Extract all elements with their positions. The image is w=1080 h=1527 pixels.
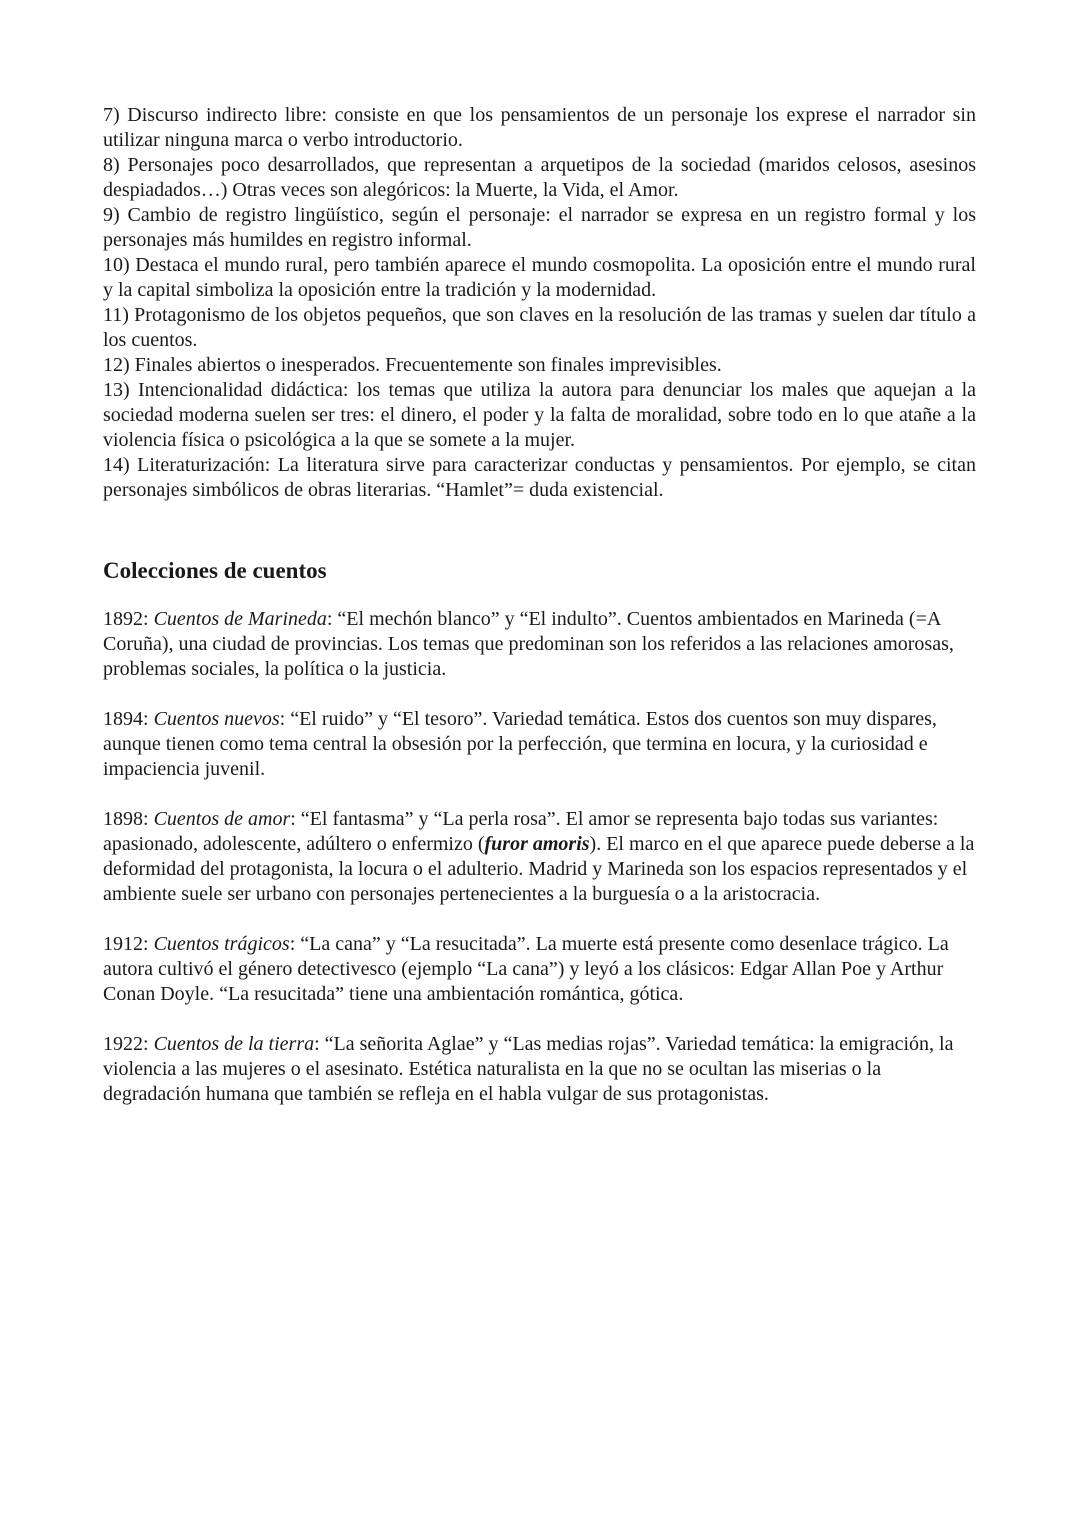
feature-item: 8) Personajes poco desarrollados, que representan a arquetipos de la sociedad (maridos celosos, asesinos despiadados…) Otras veces son alegóricos: la Muerte, la Vida, el Amor. bbox=[103, 154, 976, 201]
document-page bbox=[103, 103, 976, 1132]
features-list bbox=[103, 103, 976, 503]
collections-list bbox=[103, 607, 976, 1107]
collection-text-after: ). El marco en el que aparece puede deberse a la deformidad del protagonista, la locura o el adulterio. Madrid y Marineda son los espacios representados y el ambiente suele ser urbano con personajes pertenecientes a la burguesía o a la aristocracia. bbox=[103, 833, 975, 905]
collection-year: 1894: bbox=[103, 708, 154, 730]
collection-text: : “El ruido” y “El tesoro”. Variedad temática. Estos dos cuentos son muy dispares, aunque tienen como tema central la obsesión por la perfección, que termina en locura, y la curiosidad e impaciencia juvenil. bbox=[103, 708, 937, 780]
collection-text: : “La señorita Aglae” y “Las medias rojas”. Variedad temática: la emigración, la violencia a las mujeres o el asesinato. Estética naturalista en la que no se ocultan las miserias o la degradación humana que también se refleja en el habla vulgar de sus protagonistas. bbox=[103, 1033, 954, 1105]
feature-item: 7) Discurso indirecto libre: consiste en que los pensamientos de un personaje los exprese el narrador sin utilizar ninguna marca o verbo introductorio. bbox=[103, 104, 976, 151]
collection-entry bbox=[103, 1032, 976, 1107]
collection-year: 1898: bbox=[103, 808, 154, 830]
collection-title: Cuentos trágicos bbox=[153, 933, 290, 955]
section-title: Colecciones de cuentos bbox=[103, 558, 327, 583]
feature-item: 10) Destaca el mundo rural, pero también aparece el mundo cosmopolita. La oposición entre el mundo rural y la capital simboliza la oposición entre la tradición y la modernidad. bbox=[103, 254, 976, 301]
collection-text: : “El fantasma” y “La perla rosa”. El amor se representa bajo todas sus variantes: apasionado, adolescente, adúltero o enfermizo ( bbox=[103, 808, 939, 855]
feature-item: 9) Cambio de registro lingüístico, según el personaje: el narrador se expresa en un registro formal y los personajes más humildes en registro informal. bbox=[103, 204, 976, 251]
collection-title: Cuentos de amor bbox=[153, 808, 291, 830]
collection-title: Cuentos de Marineda bbox=[153, 608, 327, 630]
collection-title: Cuentos de la tierra bbox=[153, 1033, 315, 1055]
feature-item: 13) Intencionalidad didáctica: los temas que utiliza la autora para denunciar los males que aquejan a la sociedad moderna suelen ser tres: el dinero, el poder y la falta de moralidad, sobre todo en lo que atañe a la violencia física o psicológica a la que se somete a la mujer. bbox=[103, 379, 976, 451]
feature-item: 11) Protagonismo de los objetos pequeños, que son claves en la resolución de las tramas y suelen dar título a los cuentos. bbox=[103, 304, 976, 351]
collection-entry bbox=[103, 932, 976, 1007]
collection-title: Cuentos nuevos bbox=[153, 708, 280, 730]
collection-text: : “El mechón blanco” y “El indulto”. Cuentos ambientados en Marineda (=A Coruña), una ciudad de provincias. Los temas que predominan son los referidos a las relaciones amorosas, problemas sociales, la política o la justicia. bbox=[103, 608, 954, 680]
collection-year: 1912: bbox=[103, 933, 154, 955]
collection-text: : “La cana” y “La resucitada”. La muerte está presente como desenlace trágico. La autora cultivó el género detectivesco (ejemplo “La cana”) y leyó a los clásicos: Edgar Allan Poe y Arthur Conan Doyle. “La resucitada” tiene una ambientación romántica, gótica. bbox=[103, 933, 949, 1005]
feature-item: 14) Literaturización: La literatura sirve para caracterizar conductas y pensamientos. Por ejemplo, se citan personajes simbólicos de obras literarias. “Hamlet”= duda existencial. bbox=[103, 454, 976, 501]
collection-entry bbox=[103, 707, 976, 782]
collection-emphasis: furor amoris bbox=[484, 833, 590, 855]
collection-year: 1922: bbox=[103, 1033, 154, 1055]
collection-entry bbox=[103, 807, 976, 907]
feature-item: 12) Finales abiertos o inesperados. Frecuentemente son finales imprevisibles. bbox=[103, 354, 722, 376]
collection-entry bbox=[103, 607, 976, 682]
collection-year: 1892: bbox=[103, 608, 154, 630]
